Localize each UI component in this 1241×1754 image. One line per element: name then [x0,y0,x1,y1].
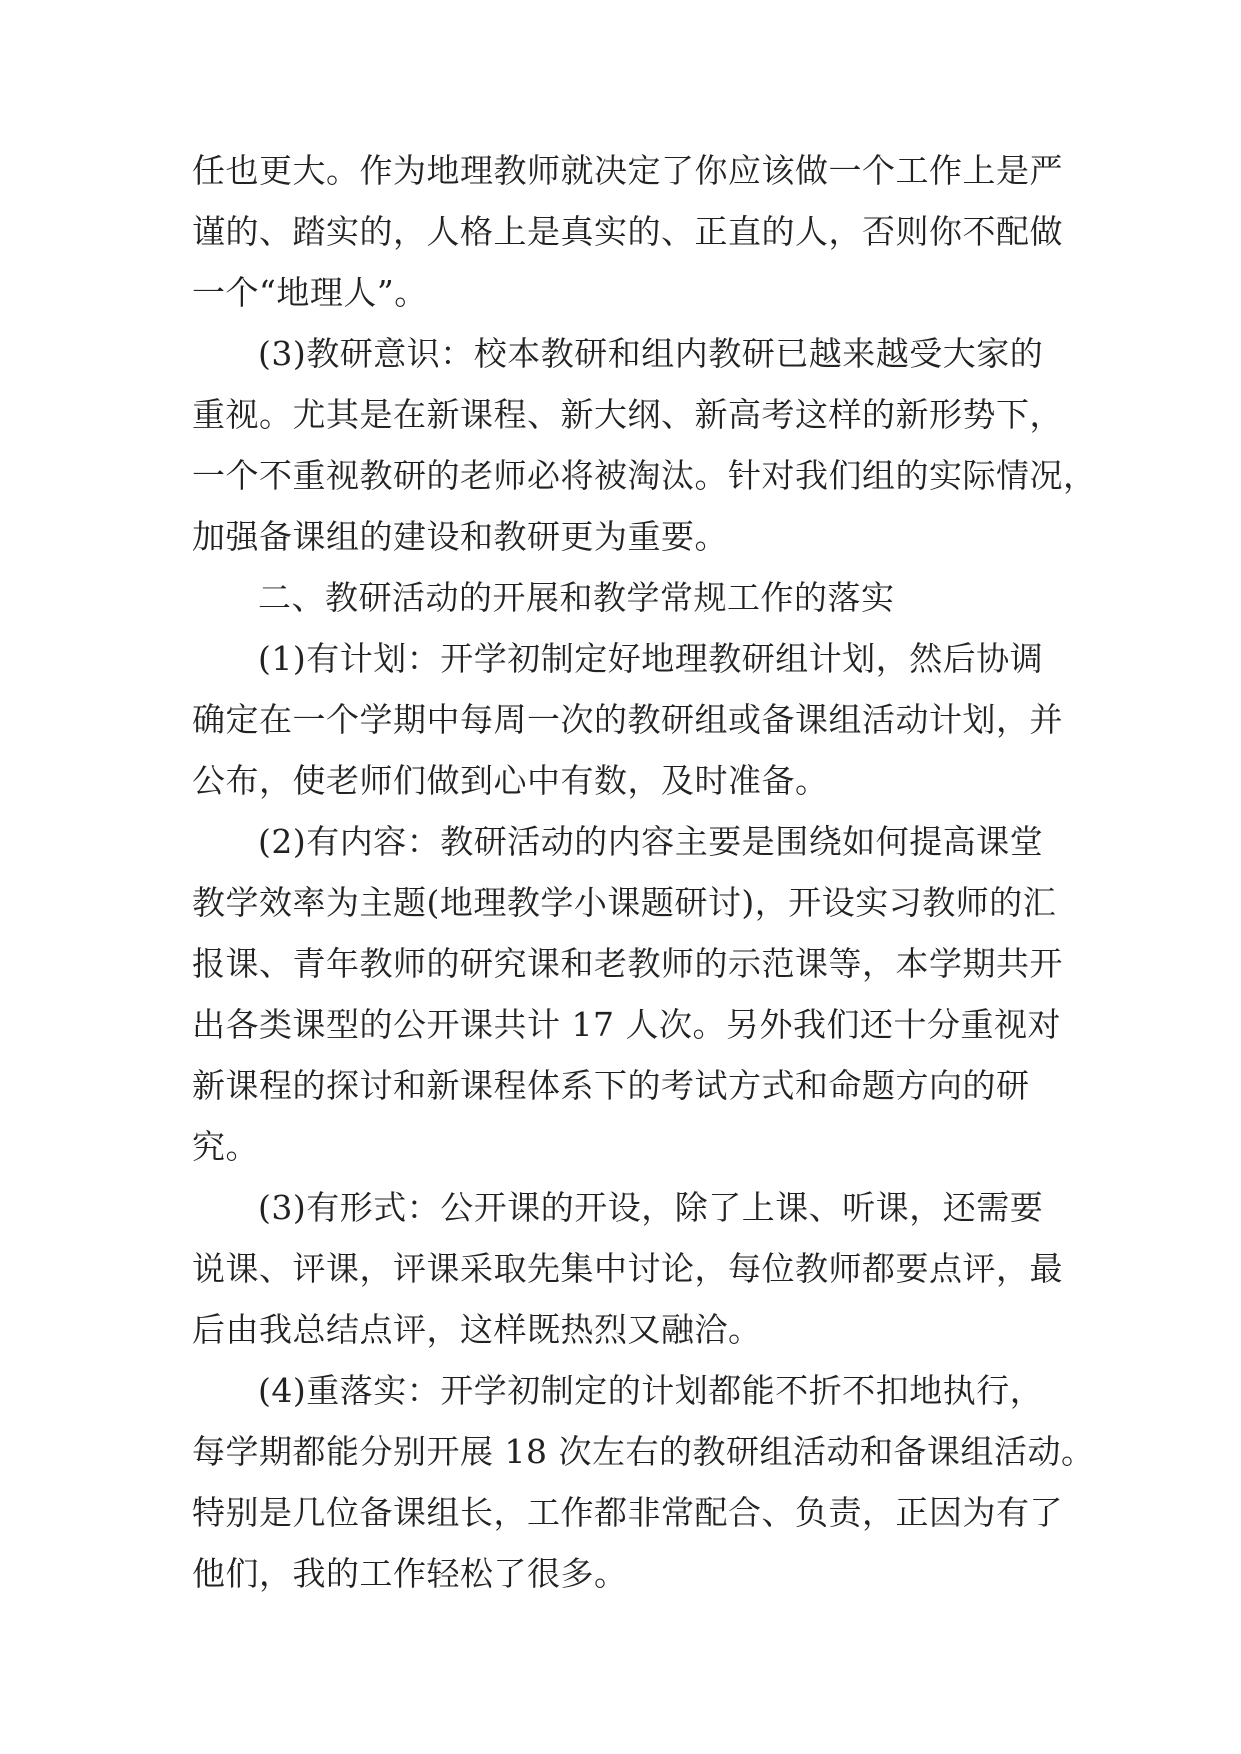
paragraph-5 [192,1177,1072,1360]
text-line: 确定在一个学期中每周一次的教研组或备课组活动计划，并 [192,700,1063,739]
text-line: 新课程的探讨和新课程体系下的考试方式和命题方向的研 [192,1066,1030,1105]
text-line: 任也更大。作为地理教师就决定了你应该做一个工作上是严 [192,151,1063,190]
text-line: (1)有计划：开学初制定好地理教研组计划，然后协调 [258,639,1044,678]
text-line: 谨的、踏实的，人格上是真实的、正直的人，否则你不配做 [192,212,1063,251]
text-line: 一个不重视教研的老师必将被淘汰。针对我们组的实际情况， [192,456,1097,495]
paragraph-3 [192,628,1072,811]
paragraph-6 [192,1360,1095,1604]
text-line: 究。 [192,1127,259,1166]
text-line: (4)重落实：开学初制定的计划都能不折不扣地执行， [258,1371,1044,1410]
text-line: (3)有形式：公开课的开设，除了上课、听课，还需要 [258,1188,1044,1227]
text-line: 他们，我的工作轻松了很多。 [192,1554,628,1593]
text-line: 每学期都能分别开展 18 次左右的教研组活动和备课组活动。 [192,1432,1095,1471]
paragraph-4 [192,811,1072,1177]
text-line: 二、教研活动的开展和教学常规工作的落实 [258,578,895,617]
document-page [192,140,1097,1604]
text-line: 加强备课组的建设和教研更为重要。 [192,517,728,556]
text-line: 重视。尤其是在新课程、新大纲、新高考这样的新形势下， [192,395,1063,434]
section-heading [192,567,1072,628]
text-line: (2)有内容：教研活动的内容主要是围绕如何提高课堂 [258,822,1044,861]
text-line: 报课、青年教师的研究课和老教师的示范课等，本学期共开 [192,944,1063,983]
text-line: 出各类课型的公开课共计 17 人次。另外我们还十分重视对 [192,1005,1061,1044]
text-line: 教学效率为主题(地理教学小课题研讨)，开设实习教师的汇 [192,883,1057,922]
paragraph-2 [192,323,1097,567]
text-line: (3)教研意识：校本教研和组内教研已越来越受大家的 [258,334,1044,373]
text-line: 公布，使老师们做到心中有数，及时准备。 [192,761,829,800]
text-line: 特别是几位备课组长，工作都非常配合、负责，正因为有了 [192,1493,1063,1532]
text-line: 说课、评课，评课采取先集中讨论，每位教师都要点评，最 [192,1249,1063,1288]
paragraph-1 [192,140,1072,323]
text-line: 后由我总结点评，这样既热烈又融洽。 [192,1310,762,1349]
text-line: 一个“地理人”。 [192,273,428,312]
